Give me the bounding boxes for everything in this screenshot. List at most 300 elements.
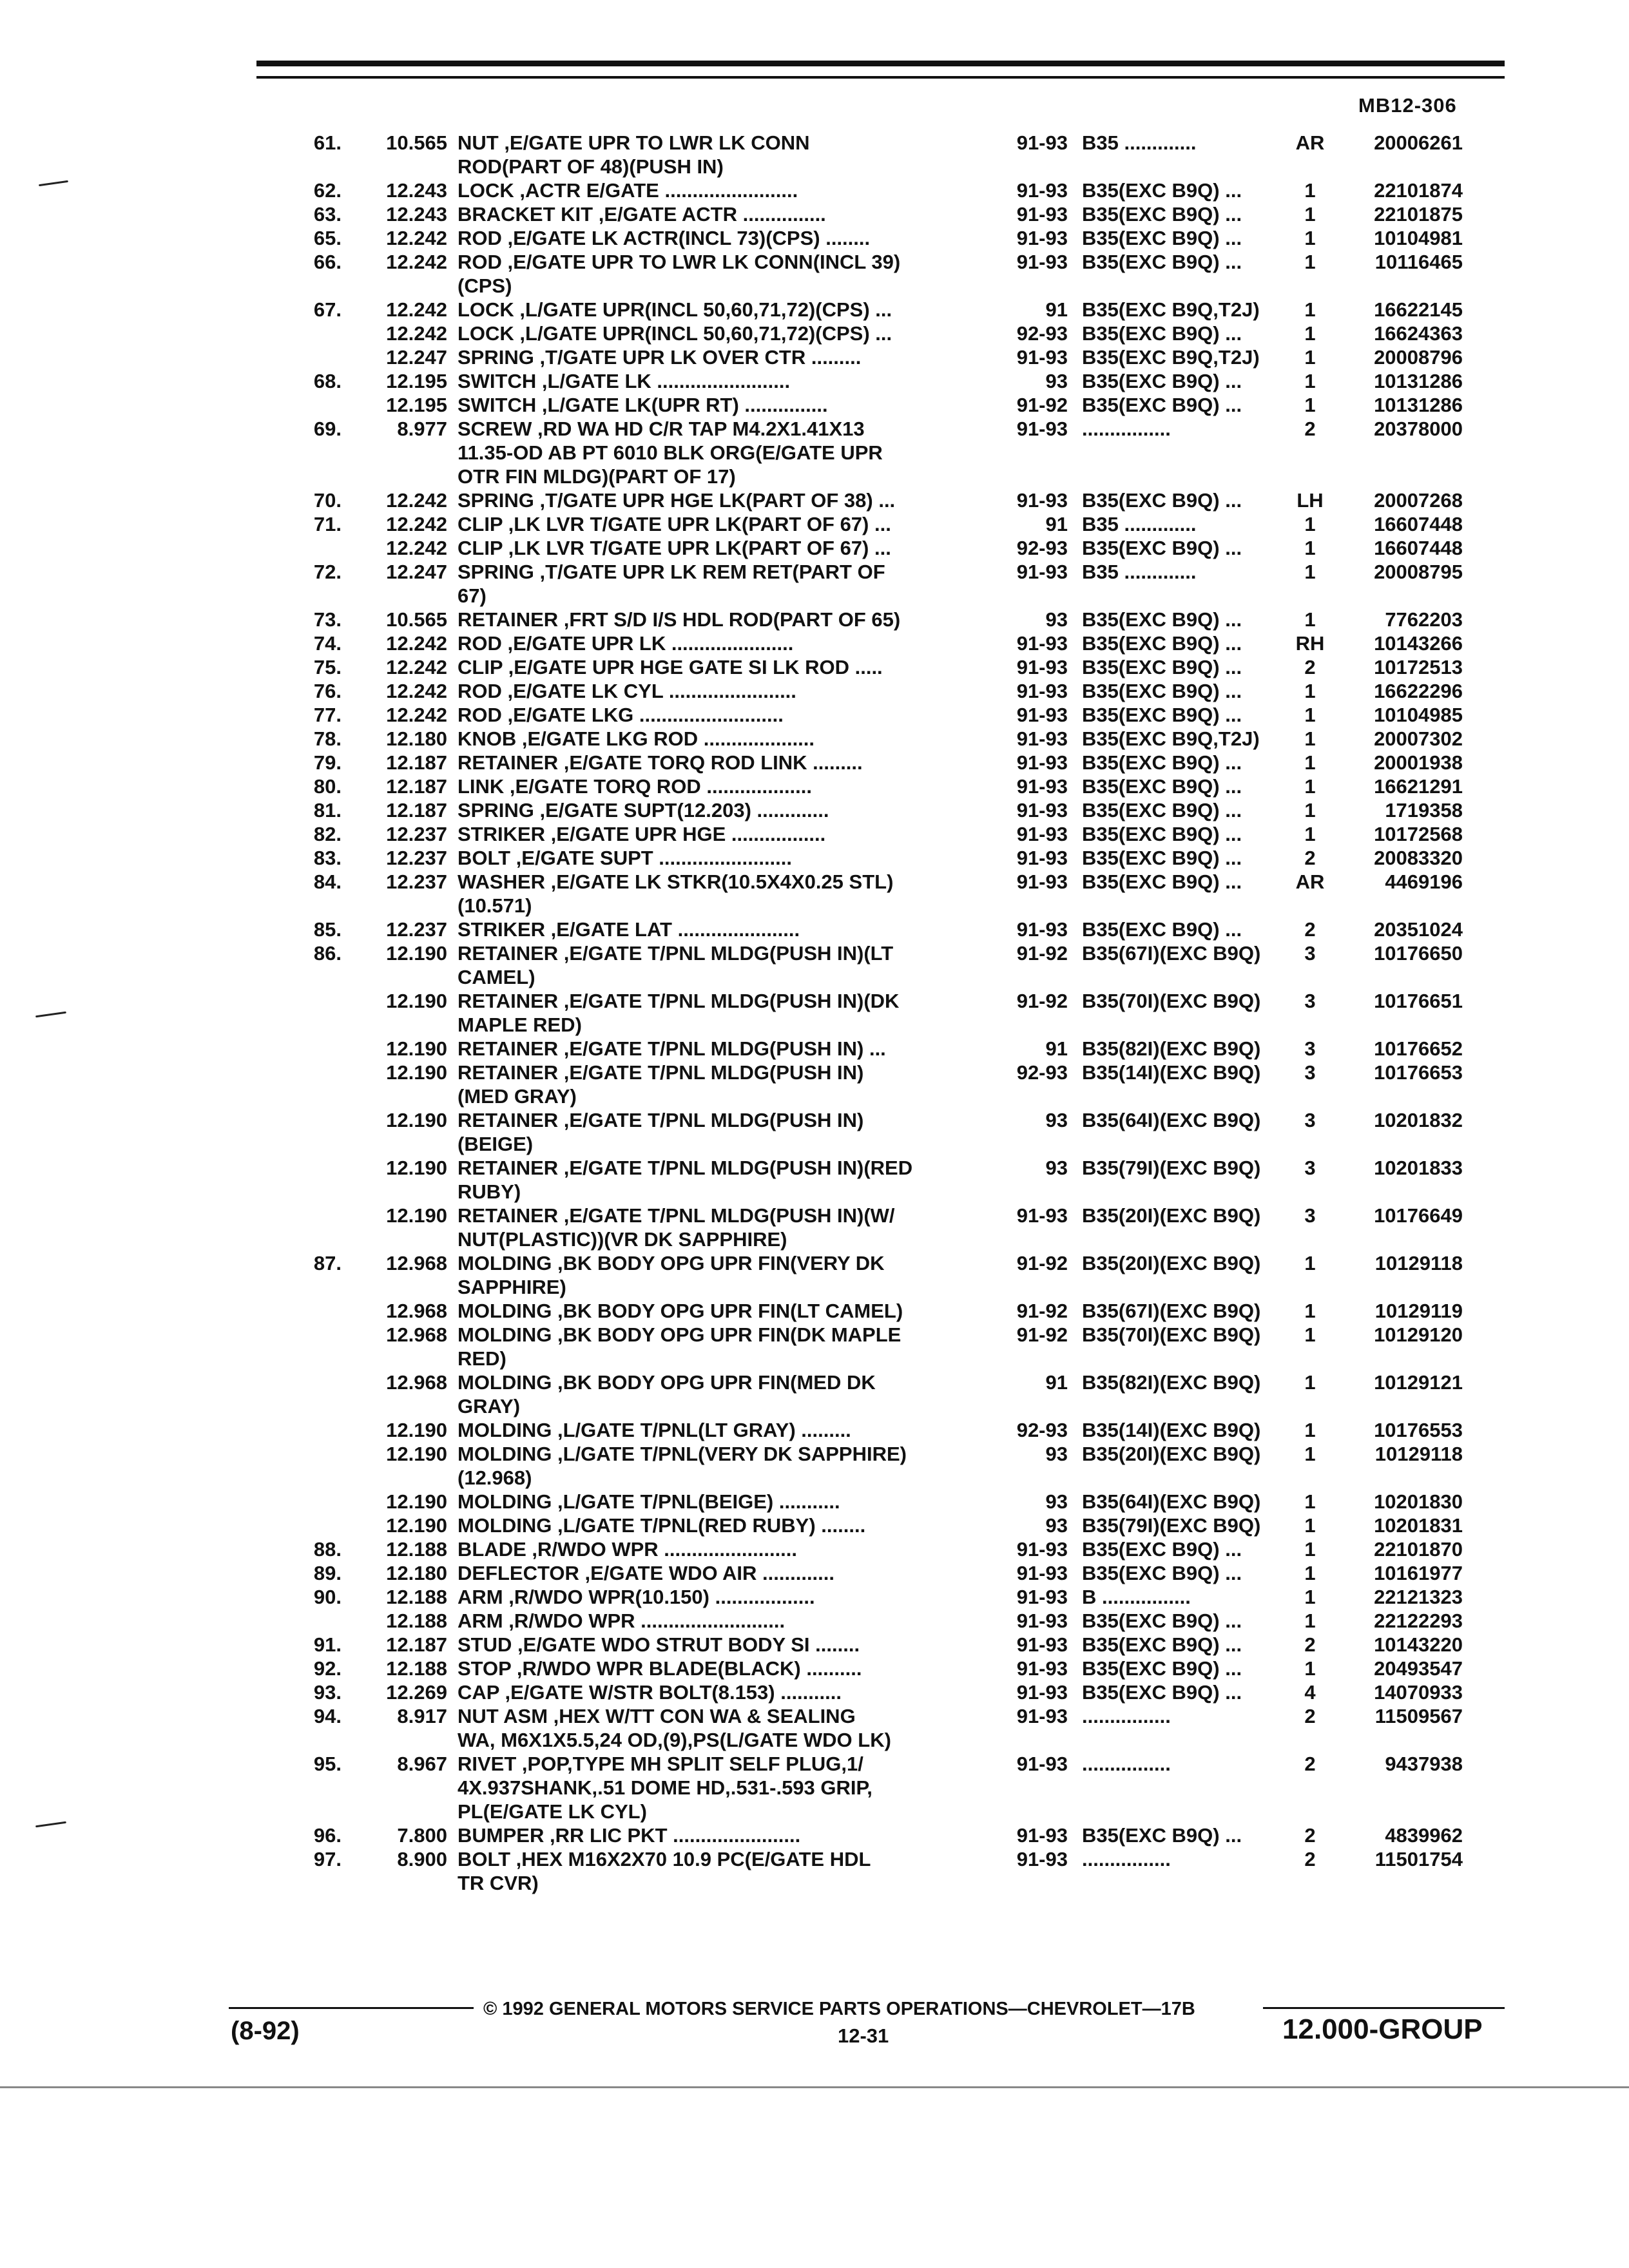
row-quantity: 1 — [1304, 561, 1316, 583]
row-description: WASHER ,E/GATE LK STKR(10.5X4X0.25 STL) (10.571) — [458, 870, 894, 917]
row-years: 91-93 — [1016, 1538, 1068, 1561]
row-figure-number: 12.190 — [386, 1419, 447, 1441]
row-part-number: 10129121 — [1374, 1371, 1463, 1394]
row-model: B35(EXC B9Q) ... — [1082, 632, 1242, 655]
row-model: B35(EXC B9Q) ... — [1082, 489, 1242, 512]
row-figure-number: 12.190 — [386, 942, 447, 965]
row-part-number: 10172513 — [1374, 656, 1463, 678]
table-row — [0, 1585, 1629, 1609]
row-model: B35(EXC B9Q) ... — [1082, 704, 1242, 726]
row-model: B35(70I)(EXC B9Q) — [1082, 1323, 1261, 1346]
table-row — [0, 369, 1629, 393]
row-quantity: 2 — [1304, 1705, 1316, 1727]
table-row — [0, 798, 1629, 822]
row-figure-number: 12.237 — [386, 918, 447, 941]
row-part-number: 16622145 — [1374, 298, 1463, 321]
row-description: ARM ,R/WDO WPR(10.150) .................. — [458, 1586, 815, 1608]
table-row — [0, 846, 1629, 870]
row-part-number: 10143220 — [1374, 1633, 1463, 1656]
row-description: NUT ,E/GATE UPR TO LWR LK CONN ROD(PART OF 48)(PUSH IN) — [458, 131, 810, 178]
row-quantity: 1 — [1304, 1443, 1316, 1465]
table-row — [0, 1323, 1629, 1370]
row-model: B35(14I)(EXC B9Q) — [1082, 1061, 1261, 1084]
row-quantity: 1 — [1304, 799, 1316, 822]
page-code: MB12-306 — [1358, 94, 1457, 117]
row-quantity: LH — [1296, 489, 1324, 512]
row-part-number: 22101870 — [1374, 1538, 1463, 1561]
row-item-number: 69. — [313, 418, 342, 440]
row-figure-number: 12.195 — [386, 394, 447, 416]
table-row — [0, 202, 1629, 226]
row-part-number: 11501754 — [1374, 1848, 1463, 1870]
row-description: SWITCH ,L/GATE LK ........................ — [458, 370, 791, 392]
table-row — [0, 1370, 1629, 1418]
table-row — [0, 417, 1629, 488]
row-years: 91-93 — [1016, 1657, 1068, 1680]
row-item-number: 65. — [313, 227, 342, 249]
row-quantity: 3 — [1304, 990, 1316, 1012]
row-part-number: 10176651 — [1374, 990, 1463, 1012]
row-years: 91-93 — [1016, 1562, 1068, 1584]
row-quantity: 1 — [1304, 727, 1316, 750]
row-description: CLIP ,LK LVR T/GATE UPR LK(PART OF 67) ... — [458, 513, 891, 535]
table-row — [0, 870, 1629, 918]
row-model: B35(EXC B9Q) ... — [1082, 608, 1242, 631]
row-model: B35(EXC B9Q) ... — [1082, 1633, 1242, 1656]
row-years: 91 — [1045, 298, 1068, 321]
row-model: ................ — [1082, 1705, 1171, 1727]
row-years: 91-93 — [1016, 656, 1068, 678]
table-row — [0, 1752, 1629, 1823]
row-model: B35(79I)(EXC B9Q) — [1082, 1514, 1261, 1537]
row-figure-number: 12.237 — [386, 870, 447, 893]
row-figure-number: 12.180 — [386, 727, 447, 750]
row-model: B35(EXC B9Q) ... — [1082, 322, 1242, 345]
row-description: RETAINER ,E/GATE TORQ ROD LINK ......... — [458, 751, 863, 774]
row-part-number: 10104985 — [1374, 704, 1463, 726]
row-model: B35(67I)(EXC B9Q) — [1082, 1300, 1261, 1322]
row-years: 91-93 — [1016, 775, 1068, 798]
row-description: SWITCH ,L/GATE LK(UPR RT) ............... — [458, 394, 828, 416]
row-part-number: 10129120 — [1374, 1323, 1463, 1346]
table-row — [0, 631, 1629, 655]
row-description: RETAINER ,E/GATE T/PNL MLDG(PUSH IN) (BEIGE) — [458, 1109, 864, 1155]
row-item-number: 78. — [313, 727, 342, 750]
row-part-number: 7762203 — [1385, 608, 1463, 631]
row-model: B35(EXC B9Q,T2J) — [1082, 346, 1260, 369]
table-row — [0, 488, 1629, 512]
row-part-number: 10116465 — [1374, 251, 1463, 273]
top-rule — [256, 61, 1505, 66]
row-description: DEFLECTOR ,E/GATE WDO AIR ............. — [458, 1562, 835, 1584]
row-years: 91 — [1045, 513, 1068, 535]
row-part-number: 10131286 — [1374, 394, 1463, 416]
row-quantity: 4 — [1304, 1681, 1316, 1704]
row-part-number: 11509567 — [1374, 1705, 1463, 1727]
table-row — [0, 1418, 1629, 1442]
row-part-number: 22101875 — [1374, 203, 1463, 226]
row-part-number: 1719358 — [1385, 799, 1463, 822]
row-item-number: 82. — [313, 823, 342, 845]
row-part-number: 16624363 — [1374, 322, 1463, 345]
table-row — [0, 345, 1629, 369]
row-quantity: RH — [1295, 632, 1325, 655]
row-item-number: 63. — [313, 203, 342, 226]
row-quantity: 2 — [1304, 847, 1316, 869]
row-figure-number: 12.242 — [386, 704, 447, 726]
row-item-number: 79. — [313, 751, 342, 774]
table-row — [0, 679, 1629, 703]
row-figure-number: 12.190 — [386, 1061, 447, 1084]
row-figure-number: 7.800 — [397, 1824, 447, 1847]
row-model: B35(EXC B9Q) ... — [1082, 1538, 1242, 1561]
row-item-number: 91. — [313, 1633, 342, 1656]
row-figure-number: 12.190 — [386, 1204, 447, 1227]
row-quantity: 1 — [1304, 704, 1316, 726]
row-part-number: 10176653 — [1374, 1061, 1463, 1084]
row-description: ROD ,E/GATE UPR TO LWR LK CONN(INCL 39) (CPS) — [458, 251, 901, 297]
table-row — [0, 1609, 1629, 1633]
row-model: B35(EXC B9Q) ... — [1082, 775, 1242, 798]
row-part-number: 10201830 — [1374, 1490, 1463, 1513]
row-quantity: AR — [1295, 870, 1325, 893]
row-part-number: 20378000 — [1374, 418, 1463, 440]
row-figure-number: 10.565 — [386, 131, 447, 154]
row-model: B35(EXC B9Q) ... — [1082, 1681, 1242, 1704]
table-row — [0, 1514, 1629, 1537]
table-row — [0, 1037, 1629, 1061]
row-item-number: 84. — [313, 870, 342, 893]
table-row — [0, 941, 1629, 989]
row-model: B35(20I)(EXC B9Q) — [1082, 1443, 1261, 1465]
row-part-number: 10129119 — [1374, 1300, 1463, 1322]
row-part-number: 10201832 — [1374, 1109, 1463, 1131]
row-part-number: 10104981 — [1374, 227, 1463, 249]
row-years: 91-93 — [1016, 870, 1068, 893]
row-item-number: 95. — [313, 1753, 342, 1775]
row-part-number: 10201833 — [1374, 1157, 1463, 1179]
row-quantity: 3 — [1304, 1037, 1316, 1060]
row-item-number: 75. — [313, 656, 342, 678]
row-model: B35(82I)(EXC B9Q) — [1082, 1371, 1261, 1394]
row-part-number: 20001938 — [1374, 751, 1463, 774]
row-part-number: 20007302 — [1374, 727, 1463, 750]
row-years: 93 — [1045, 1490, 1068, 1513]
row-model: B35(EXC B9Q) ... — [1082, 918, 1242, 941]
row-figure-number: 12.187 — [386, 1633, 447, 1656]
row-quantity: 2 — [1304, 418, 1316, 440]
row-item-number: 97. — [313, 1848, 342, 1870]
table-row — [0, 1704, 1629, 1752]
footer-rule-right — [1263, 2007, 1505, 2009]
table-row — [0, 918, 1629, 941]
row-part-number: 20006261 — [1374, 131, 1463, 154]
table-row — [0, 1156, 1629, 1204]
row-item-number: 61. — [313, 131, 342, 154]
row-quantity: 1 — [1304, 513, 1316, 535]
row-years: 91-93 — [1016, 799, 1068, 822]
row-item-number: 72. — [313, 561, 342, 583]
row-years: 91-93 — [1016, 561, 1068, 583]
row-quantity: 1 — [1304, 1586, 1316, 1608]
table-row — [0, 1561, 1629, 1585]
row-quantity: 1 — [1304, 370, 1316, 392]
row-figure-number: 12.242 — [386, 227, 447, 249]
row-quantity: 1 — [1304, 1323, 1316, 1346]
row-part-number: 10176650 — [1374, 942, 1463, 965]
table-row — [0, 989, 1629, 1037]
row-years: 91-92 — [1016, 1252, 1068, 1274]
row-figure-number: 12.968 — [386, 1371, 447, 1394]
row-item-number: 96. — [313, 1824, 342, 1847]
row-model: B35(79I)(EXC B9Q) — [1082, 1157, 1261, 1179]
row-description: ROD ,E/GATE LK CYL ....................... — [458, 680, 796, 702]
row-figure-number: 12.242 — [386, 251, 447, 273]
row-quantity: 2 — [1304, 1848, 1316, 1870]
row-figure-number: 12.269 — [386, 1681, 447, 1704]
row-figure-number: 12.188 — [386, 1586, 447, 1608]
row-quantity: 1 — [1304, 322, 1316, 345]
footer-page-number: 12-31 — [838, 2024, 889, 2047]
table-row — [0, 774, 1629, 798]
row-model: B35(70I)(EXC B9Q) — [1082, 990, 1261, 1012]
row-figure-number: 12.187 — [386, 799, 447, 822]
row-figure-number: 10.565 — [386, 608, 447, 631]
row-part-number: 10176649 — [1374, 1204, 1463, 1227]
table-row — [0, 1442, 1629, 1490]
row-years: 93 — [1045, 1443, 1068, 1465]
row-description: NUT ASM ,HEX W/TT CON WA & SEALING WA, M6X1X5.5,24 OD,(9),PS(L/GATE WDO LK) — [458, 1705, 891, 1751]
row-quantity: 2 — [1304, 1824, 1316, 1847]
row-description: LOCK ,L/GATE UPR(INCL 50,60,71,72)(CPS) ... — [458, 322, 892, 345]
row-model: B35(67I)(EXC B9Q) — [1082, 942, 1261, 965]
table-row — [0, 751, 1629, 774]
row-quantity: 3 — [1304, 1061, 1316, 1084]
row-description: LOCK ,ACTR E/GATE ........................ — [458, 179, 798, 202]
row-years: 91-93 — [1016, 1610, 1068, 1632]
table-row — [0, 822, 1629, 846]
row-years: 91-92 — [1016, 990, 1068, 1012]
row-model: B35(20I)(EXC B9Q) — [1082, 1204, 1261, 1227]
row-years: 91-93 — [1016, 727, 1068, 750]
row-part-number: 20493547 — [1374, 1657, 1463, 1680]
row-item-number: 94. — [313, 1705, 342, 1727]
row-model: B35(EXC B9Q) ... — [1082, 656, 1242, 678]
row-years: 91-93 — [1016, 680, 1068, 702]
row-description: RETAINER ,FRT S/D I/S HDL ROD(PART OF 65) — [458, 608, 901, 631]
parts-table — [0, 131, 1629, 1895]
row-model: B35(20I)(EXC B9Q) — [1082, 1252, 1261, 1274]
row-item-number: 85. — [313, 918, 342, 941]
row-years: 91-92 — [1016, 942, 1068, 965]
row-description: RETAINER ,E/GATE T/PNL MLDG(PUSH IN)(W/ NUT(PLASTIC))(VR DK SAPPHIRE) — [458, 1204, 895, 1251]
row-item-number: 90. — [313, 1586, 342, 1608]
row-quantity: 1 — [1304, 1610, 1316, 1632]
row-figure-number: 12.242 — [386, 298, 447, 321]
row-part-number: 9437938 — [1385, 1753, 1463, 1775]
row-part-number: 20008795 — [1374, 561, 1463, 583]
top-rule-thin — [256, 76, 1505, 79]
row-years: 92-93 — [1016, 322, 1068, 345]
footer-group: 12.000-GROUP — [1282, 2013, 1483, 2045]
row-part-number: 10176553 — [1374, 1419, 1463, 1441]
row-quantity: 2 — [1304, 1753, 1316, 1775]
row-part-number: 22101874 — [1374, 179, 1463, 202]
row-figure-number: 12.243 — [386, 203, 447, 226]
row-quantity: 1 — [1304, 1252, 1316, 1274]
row-quantity: 1 — [1304, 298, 1316, 321]
row-figure-number: 12.247 — [386, 346, 447, 369]
row-figure-number: 12.968 — [386, 1252, 447, 1274]
row-figure-number: 12.242 — [386, 513, 447, 535]
row-part-number: 20083320 — [1374, 847, 1463, 869]
row-years: 91-93 — [1016, 704, 1068, 726]
row-quantity: 1 — [1304, 1538, 1316, 1561]
row-item-number: 68. — [313, 370, 342, 392]
row-years: 91-93 — [1016, 227, 1068, 249]
row-figure-number: 8.900 — [397, 1848, 447, 1870]
row-figure-number: 8.977 — [397, 418, 447, 440]
table-row — [0, 322, 1629, 345]
row-part-number: 16607448 — [1374, 537, 1463, 559]
row-model: B35(EXC B9Q) ... — [1082, 870, 1242, 893]
row-figure-number: 12.190 — [386, 1443, 447, 1465]
row-figure-number: 12.190 — [386, 1490, 447, 1513]
row-years: 93 — [1045, 1109, 1068, 1131]
row-part-number: 10131286 — [1374, 370, 1463, 392]
row-description: SPRING ,T/GATE UPR LK OVER CTR ......... — [458, 346, 862, 369]
row-years: 91-93 — [1016, 346, 1068, 369]
row-model: B35(EXC B9Q) ... — [1082, 394, 1242, 416]
row-description: BRACKET KIT ,E/GATE ACTR ............... — [458, 203, 826, 226]
row-description: CLIP ,E/GATE UPR HGE GATE SI LK ROD ..... — [458, 656, 883, 678]
row-model: B35 ............. — [1082, 513, 1197, 535]
table-row — [0, 1847, 1629, 1895]
table-row — [0, 250, 1629, 298]
row-description: LINK ,E/GATE TORQ ROD ................... — [458, 775, 813, 798]
row-description: MOLDING ,L/GATE T/PNL(BEIGE) ........... — [458, 1490, 840, 1513]
footer-rule-left — [229, 2007, 474, 2009]
row-years: 91 — [1045, 1371, 1068, 1394]
row-years: 91-93 — [1016, 179, 1068, 202]
row-part-number: 4469196 — [1385, 870, 1463, 893]
row-description: SCREW ,RD WA HD C/R TAP M4.2X1.41X13 11.35-OD AB PT 6010 BLK ORG(E/GATE UPR OTR FIN MLDG)(PART OF 17) — [458, 418, 883, 488]
row-description: CAP ,E/GATE W/STR BOLT(8.153) ........... — [458, 1681, 842, 1704]
row-quantity: 1 — [1304, 203, 1316, 226]
row-model: B35(EXC B9Q) ... — [1082, 179, 1242, 202]
row-years: 91-92 — [1016, 394, 1068, 416]
row-part-number: 10129118 — [1374, 1252, 1463, 1274]
row-part-number: 10129118 — [1374, 1443, 1463, 1465]
row-quantity: 1 — [1304, 1419, 1316, 1441]
row-item-number: 86. — [313, 942, 342, 965]
row-item-number: 80. — [313, 775, 342, 798]
row-years: 91-93 — [1016, 751, 1068, 774]
row-quantity: 1 — [1304, 346, 1316, 369]
row-part-number: 22122293 — [1374, 1610, 1463, 1632]
row-model: B35(EXC B9Q,T2J) — [1082, 298, 1260, 321]
table-row — [0, 1657, 1629, 1680]
footer-copyright: © 1992 GENERAL MOTORS SERVICE PARTS OPERATIONS—CHEVROLET—17B — [483, 1999, 1195, 2019]
row-description: RIVET ,POP,TYPE MH SPLIT SELF PLUG,1/ 4X.937SHANK,.51 DOME HD,.531-.593 GRIP, PL(E/GATE LK CYL) — [458, 1753, 872, 1823]
row-figure-number: 12.243 — [386, 179, 447, 202]
table-row — [0, 1680, 1629, 1704]
row-description: BOLT ,E/GATE SUPT ........................ — [458, 847, 793, 869]
row-part-number: 20008796 — [1374, 346, 1463, 369]
row-figure-number: 12.968 — [386, 1300, 447, 1322]
row-quantity: 3 — [1304, 942, 1316, 965]
row-quantity: 1 — [1304, 1657, 1316, 1680]
row-item-number: 74. — [313, 632, 342, 655]
row-model: B35(82I)(EXC B9Q) — [1082, 1037, 1261, 1060]
row-part-number: 16622296 — [1374, 680, 1463, 702]
row-figure-number: 12.247 — [386, 561, 447, 583]
table-row — [0, 226, 1629, 250]
row-description: ROD ,E/GATE LK ACTR(INCL 73)(CPS) ........ — [458, 227, 871, 249]
table-row — [0, 703, 1629, 727]
row-model: ................ — [1082, 1753, 1171, 1775]
row-quantity: 1 — [1304, 1490, 1316, 1513]
table-row — [0, 512, 1629, 536]
row-description: ROD ,E/GATE LKG .......................... — [458, 704, 784, 726]
row-years: 91-93 — [1016, 1586, 1068, 1608]
row-years: 92-93 — [1016, 1419, 1068, 1441]
row-description: MOLDING ,L/GATE T/PNL(VERY DK SAPPHIRE) (12.968) — [458, 1443, 907, 1489]
row-figure-number: 12.242 — [386, 680, 447, 702]
row-figure-number: 12.195 — [386, 370, 447, 392]
row-quantity: 1 — [1304, 537, 1316, 559]
row-description: ARM ,R/WDO WPR .......................... — [458, 1610, 786, 1632]
table-row — [0, 1108, 1629, 1156]
row-years: 91-93 — [1016, 489, 1068, 512]
table-row — [0, 178, 1629, 202]
row-quantity: 1 — [1304, 1514, 1316, 1537]
row-description: ROD ,E/GATE UPR LK ...................... — [458, 632, 794, 655]
row-item-number: 70. — [313, 489, 342, 512]
row-figure-number: 12.242 — [386, 632, 447, 655]
bottom-rule — [0, 2086, 1629, 2088]
row-part-number: 10176652 — [1374, 1037, 1463, 1060]
row-model: B35(14I)(EXC B9Q) — [1082, 1419, 1261, 1441]
row-figure-number: 12.188 — [386, 1538, 447, 1561]
table-row — [0, 131, 1629, 178]
row-description: BOLT ,HEX M16X2X70 10.9 PC(E/GATE HDL TR CVR) — [458, 1848, 871, 1894]
row-model: B35(EXC B9Q) ... — [1082, 1562, 1242, 1584]
row-model: B35(EXC B9Q) ... — [1082, 537, 1242, 559]
table-row — [0, 1823, 1629, 1847]
row-quantity: 3 — [1304, 1204, 1316, 1227]
row-years: 93 — [1045, 370, 1068, 392]
row-figure-number: 12.187 — [386, 751, 447, 774]
row-quantity: 1 — [1304, 608, 1316, 631]
row-description: RETAINER ,E/GATE T/PNL MLDG(PUSH IN) (MED GRAY) — [458, 1061, 864, 1108]
row-part-number: 10201831 — [1374, 1514, 1463, 1537]
row-years: 91-93 — [1016, 251, 1068, 273]
row-years: 91-93 — [1016, 1705, 1068, 1727]
row-model: B35(EXC B9Q) ... — [1082, 751, 1242, 774]
row-item-number: 71. — [313, 513, 342, 535]
row-part-number: 10143266 — [1374, 632, 1463, 655]
row-quantity: AR — [1295, 131, 1325, 154]
row-model: B35 ............. — [1082, 561, 1197, 583]
row-model: B35(64I)(EXC B9Q) — [1082, 1109, 1261, 1131]
row-part-number: 16607448 — [1374, 513, 1463, 535]
row-description: RETAINER ,E/GATE T/PNL MLDG(PUSH IN)(LT CAMEL) — [458, 942, 894, 988]
row-years: 91-93 — [1016, 823, 1068, 845]
row-years: 91-92 — [1016, 1300, 1068, 1322]
table-row — [0, 655, 1629, 679]
table-row — [0, 1633, 1629, 1657]
